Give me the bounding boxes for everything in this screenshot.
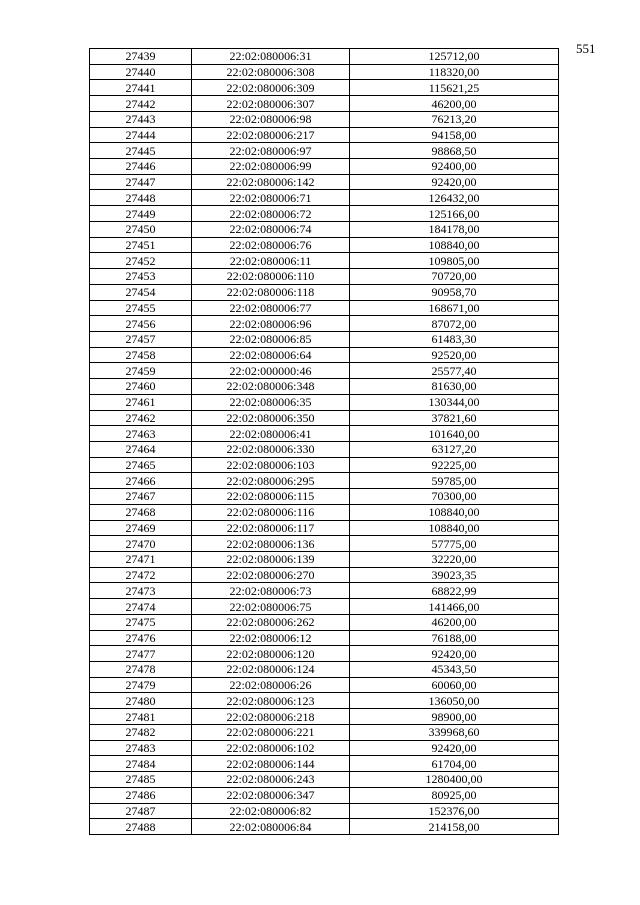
record-number-cell: 27478 [90, 662, 192, 678]
cadastral-number-cell: 22:02:080006:118 [192, 284, 350, 300]
cadastral-number-cell: 22:02:080006:110 [192, 269, 350, 285]
value-cell: 92420,00 [350, 646, 559, 662]
value-cell: 92520,00 [350, 347, 559, 363]
table-row [90, 316, 559, 332]
record-number-cell: 27487 [90, 803, 192, 819]
record-number-cell: 27460 [90, 379, 192, 395]
record-number-cell: 27476 [90, 630, 192, 646]
record-number-cell: 27485 [90, 772, 192, 788]
table-row [90, 143, 559, 159]
record-number-cell: 27474 [90, 599, 192, 615]
cadastral-number-cell: 22:02:080006:71 [192, 190, 350, 206]
value-cell: 130344,00 [350, 394, 559, 410]
record-number-cell: 27477 [90, 646, 192, 662]
table-row [90, 504, 559, 520]
value-cell: 37821,60 [350, 410, 559, 426]
cadastral-number-cell: 22:02:080006:221 [192, 724, 350, 740]
record-number-cell: 27475 [90, 614, 192, 630]
value-cell: 63127,20 [350, 441, 559, 457]
value-cell: 118320,00 [350, 64, 559, 80]
table-row [90, 347, 559, 363]
table-row [90, 646, 559, 662]
cadastral-number-cell: 22:02:080006:136 [192, 536, 350, 552]
record-number-cell: 27442 [90, 96, 192, 112]
cadastral-number-cell: 22:02:080006:144 [192, 756, 350, 772]
value-cell: 59785,00 [350, 473, 559, 489]
record-number-cell: 27450 [90, 221, 192, 237]
cadastral-number-cell: 22:02:080006:116 [192, 504, 350, 520]
record-number-cell: 27471 [90, 552, 192, 568]
table-row [90, 756, 559, 772]
table-row [90, 394, 559, 410]
table-row [90, 190, 559, 206]
cadastral-number-cell: 22:02:080006:120 [192, 646, 350, 662]
table-row [90, 237, 559, 253]
record-number-cell: 27455 [90, 300, 192, 316]
record-number-cell: 27457 [90, 331, 192, 347]
cadastral-number-cell: 22:02:080006:41 [192, 426, 350, 442]
registry-table-body [90, 49, 559, 835]
value-cell: 70720,00 [350, 269, 559, 285]
cadastral-number-cell: 22:02:080006:64 [192, 347, 350, 363]
value-cell: 25577,40 [350, 363, 559, 379]
value-cell: 339968,60 [350, 724, 559, 740]
table-row [90, 80, 559, 96]
table-row [90, 379, 559, 395]
value-cell: 125166,00 [350, 206, 559, 222]
cadastral-number-cell: 22:02:080006:103 [192, 457, 350, 473]
table-row [90, 787, 559, 803]
table-row [90, 599, 559, 615]
record-number-cell: 27446 [90, 159, 192, 175]
table-row [90, 221, 559, 237]
record-number-cell: 27441 [90, 80, 192, 96]
table-row [90, 520, 559, 536]
record-number-cell: 27449 [90, 206, 192, 222]
table-row [90, 363, 559, 379]
record-number-cell: 27486 [90, 787, 192, 803]
record-number-cell: 27439 [90, 49, 192, 65]
cadastral-number-cell: 22:02:080006:76 [192, 237, 350, 253]
value-cell: 46200,00 [350, 96, 559, 112]
value-cell: 76213,20 [350, 111, 559, 127]
value-cell: 152376,00 [350, 803, 559, 819]
record-number-cell: 27447 [90, 174, 192, 190]
value-cell: 125712,00 [350, 49, 559, 65]
table-row [90, 284, 559, 300]
value-cell: 168671,00 [350, 300, 559, 316]
record-number-cell: 27484 [90, 756, 192, 772]
value-cell: 214158,00 [350, 819, 559, 835]
cadastral-number-cell: 22:02:080006:307 [192, 96, 350, 112]
cadastral-number-cell: 22:02:080006:262 [192, 614, 350, 630]
record-number-cell: 27445 [90, 143, 192, 159]
value-cell: 87072,00 [350, 316, 559, 332]
table-row [90, 772, 559, 788]
cadastral-number-cell: 22:02:080006:73 [192, 583, 350, 599]
record-number-cell: 27459 [90, 363, 192, 379]
record-number-cell: 27466 [90, 473, 192, 489]
registry-table [89, 48, 559, 835]
record-number-cell: 27444 [90, 127, 192, 143]
value-cell: 39023,35 [350, 567, 559, 583]
value-cell: 1280400,00 [350, 772, 559, 788]
value-cell: 126432,00 [350, 190, 559, 206]
page-number: 551 [576, 41, 596, 56]
value-cell: 60060,00 [350, 677, 559, 693]
table-row [90, 269, 559, 285]
record-number-cell: 27470 [90, 536, 192, 552]
cadastral-number-cell: 22:02:080006:115 [192, 489, 350, 505]
table-row [90, 300, 559, 316]
value-cell: 92420,00 [350, 740, 559, 756]
cadastral-number-cell: 22:02:080006:98 [192, 111, 350, 127]
record-number-cell: 27458 [90, 347, 192, 363]
table-row [90, 567, 559, 583]
record-number-cell: 27448 [90, 190, 192, 206]
table-row [90, 426, 559, 442]
cadastral-number-cell: 22:02:080006:97 [192, 143, 350, 159]
table-row [90, 441, 559, 457]
table-row [90, 159, 559, 175]
cadastral-number-cell: 22:02:080006:74 [192, 221, 350, 237]
value-cell: 108840,00 [350, 504, 559, 520]
record-number-cell: 27456 [90, 316, 192, 332]
table-row [90, 174, 559, 190]
table-row [90, 64, 559, 80]
value-cell: 98868,50 [350, 143, 559, 159]
record-number-cell: 27461 [90, 394, 192, 410]
table-row [90, 724, 559, 740]
cadastral-number-cell: 22:02:080006:348 [192, 379, 350, 395]
table-row [90, 111, 559, 127]
value-cell: 70300,00 [350, 489, 559, 505]
cadastral-number-cell: 22:02:080006:270 [192, 567, 350, 583]
cadastral-number-cell: 22:02:080006:96 [192, 316, 350, 332]
table-row [90, 473, 559, 489]
cadastral-number-cell: 22:02:080006:330 [192, 441, 350, 457]
cadastral-number-cell: 22:02:080006:77 [192, 300, 350, 316]
cadastral-number-cell: 22:02:080006:218 [192, 709, 350, 725]
record-number-cell: 27483 [90, 740, 192, 756]
table-row [90, 803, 559, 819]
record-number-cell: 27488 [90, 819, 192, 835]
record-number-cell: 27463 [90, 426, 192, 442]
table-row [90, 552, 559, 568]
cadastral-number-cell: 22:02:080006:31 [192, 49, 350, 65]
cadastral-number-cell: 22:02:080006:139 [192, 552, 350, 568]
table-row [90, 677, 559, 693]
value-cell: 92420,00 [350, 174, 559, 190]
cadastral-number-cell: 22:02:080006:12 [192, 630, 350, 646]
table-row [90, 253, 559, 269]
value-cell: 57775,00 [350, 536, 559, 552]
cadastral-number-cell: 22:02:080006:117 [192, 520, 350, 536]
record-number-cell: 27482 [90, 724, 192, 740]
cadastral-number-cell: 22:02:080006:85 [192, 331, 350, 347]
value-cell: 109805,00 [350, 253, 559, 269]
cadastral-number-cell: 22:02:080006:75 [192, 599, 350, 615]
record-number-cell: 27481 [90, 709, 192, 725]
cadastral-number-cell: 22:02:080006:84 [192, 819, 350, 835]
record-number-cell: 27462 [90, 410, 192, 426]
table-row [90, 127, 559, 143]
record-number-cell: 27452 [90, 253, 192, 269]
cadastral-number-cell: 22:02:080006:308 [192, 64, 350, 80]
table-row [90, 489, 559, 505]
value-cell: 61704,00 [350, 756, 559, 772]
value-cell: 115621,25 [350, 80, 559, 96]
cadastral-number-cell: 22:02:080006:142 [192, 174, 350, 190]
record-number-cell: 27440 [90, 64, 192, 80]
table-row [90, 410, 559, 426]
value-cell: 45343,50 [350, 662, 559, 678]
record-number-cell: 27464 [90, 441, 192, 457]
cadastral-number-cell: 22:02:080006:102 [192, 740, 350, 756]
cadastral-number-cell: 22:02:080006:123 [192, 693, 350, 709]
value-cell: 108840,00 [350, 237, 559, 253]
record-number-cell: 27479 [90, 677, 192, 693]
table-row [90, 331, 559, 347]
record-number-cell: 27469 [90, 520, 192, 536]
value-cell: 101640,00 [350, 426, 559, 442]
cadastral-number-cell: 22:02:080006:309 [192, 80, 350, 96]
value-cell: 90958,70 [350, 284, 559, 300]
table-row [90, 819, 559, 835]
cadastral-number-cell: 22:02:080006:295 [192, 473, 350, 489]
value-cell: 46200,00 [350, 614, 559, 630]
table-row [90, 583, 559, 599]
table-row [90, 630, 559, 646]
table-row [90, 662, 559, 678]
value-cell: 141466,00 [350, 599, 559, 615]
cadastral-number-cell: 22:02:080006:243 [192, 772, 350, 788]
table-row [90, 740, 559, 756]
value-cell: 94158,00 [350, 127, 559, 143]
cadastral-number-cell: 22:02:080006:124 [192, 662, 350, 678]
table-row [90, 614, 559, 630]
cadastral-number-cell: 22:02:080006:347 [192, 787, 350, 803]
value-cell: 80925,00 [350, 787, 559, 803]
cadastral-number-cell: 22:02:000000:46 [192, 363, 350, 379]
cadastral-number-cell: 22:02:080006:11 [192, 253, 350, 269]
record-number-cell: 27468 [90, 504, 192, 520]
value-cell: 108840,00 [350, 520, 559, 536]
record-number-cell: 27454 [90, 284, 192, 300]
table-row [90, 96, 559, 112]
value-cell: 98900,00 [350, 709, 559, 725]
record-number-cell: 27443 [90, 111, 192, 127]
record-number-cell: 27453 [90, 269, 192, 285]
value-cell: 92400,00 [350, 159, 559, 175]
table-row [90, 536, 559, 552]
table-row [90, 457, 559, 473]
cadastral-number-cell: 22:02:080006:26 [192, 677, 350, 693]
table-row [90, 709, 559, 725]
value-cell: 184178,00 [350, 221, 559, 237]
value-cell: 32220,00 [350, 552, 559, 568]
value-cell: 92225,00 [350, 457, 559, 473]
cadastral-number-cell: 22:02:080006:217 [192, 127, 350, 143]
record-number-cell: 27467 [90, 489, 192, 505]
record-number-cell: 27473 [90, 583, 192, 599]
value-cell: 61483,30 [350, 331, 559, 347]
value-cell: 76188,00 [350, 630, 559, 646]
value-cell: 136050,00 [350, 693, 559, 709]
record-number-cell: 27465 [90, 457, 192, 473]
cadastral-number-cell: 22:02:080006:99 [192, 159, 350, 175]
table-row [90, 206, 559, 222]
record-number-cell: 27472 [90, 567, 192, 583]
cadastral-number-cell: 22:02:080006:350 [192, 410, 350, 426]
value-cell: 68822,99 [350, 583, 559, 599]
record-number-cell: 27480 [90, 693, 192, 709]
value-cell: 81630,00 [350, 379, 559, 395]
table-row [90, 49, 559, 65]
cadastral-number-cell: 22:02:080006:35 [192, 394, 350, 410]
record-number-cell: 27451 [90, 237, 192, 253]
table-row [90, 693, 559, 709]
cadastral-number-cell: 22:02:080006:72 [192, 206, 350, 222]
cadastral-number-cell: 22:02:080006:82 [192, 803, 350, 819]
